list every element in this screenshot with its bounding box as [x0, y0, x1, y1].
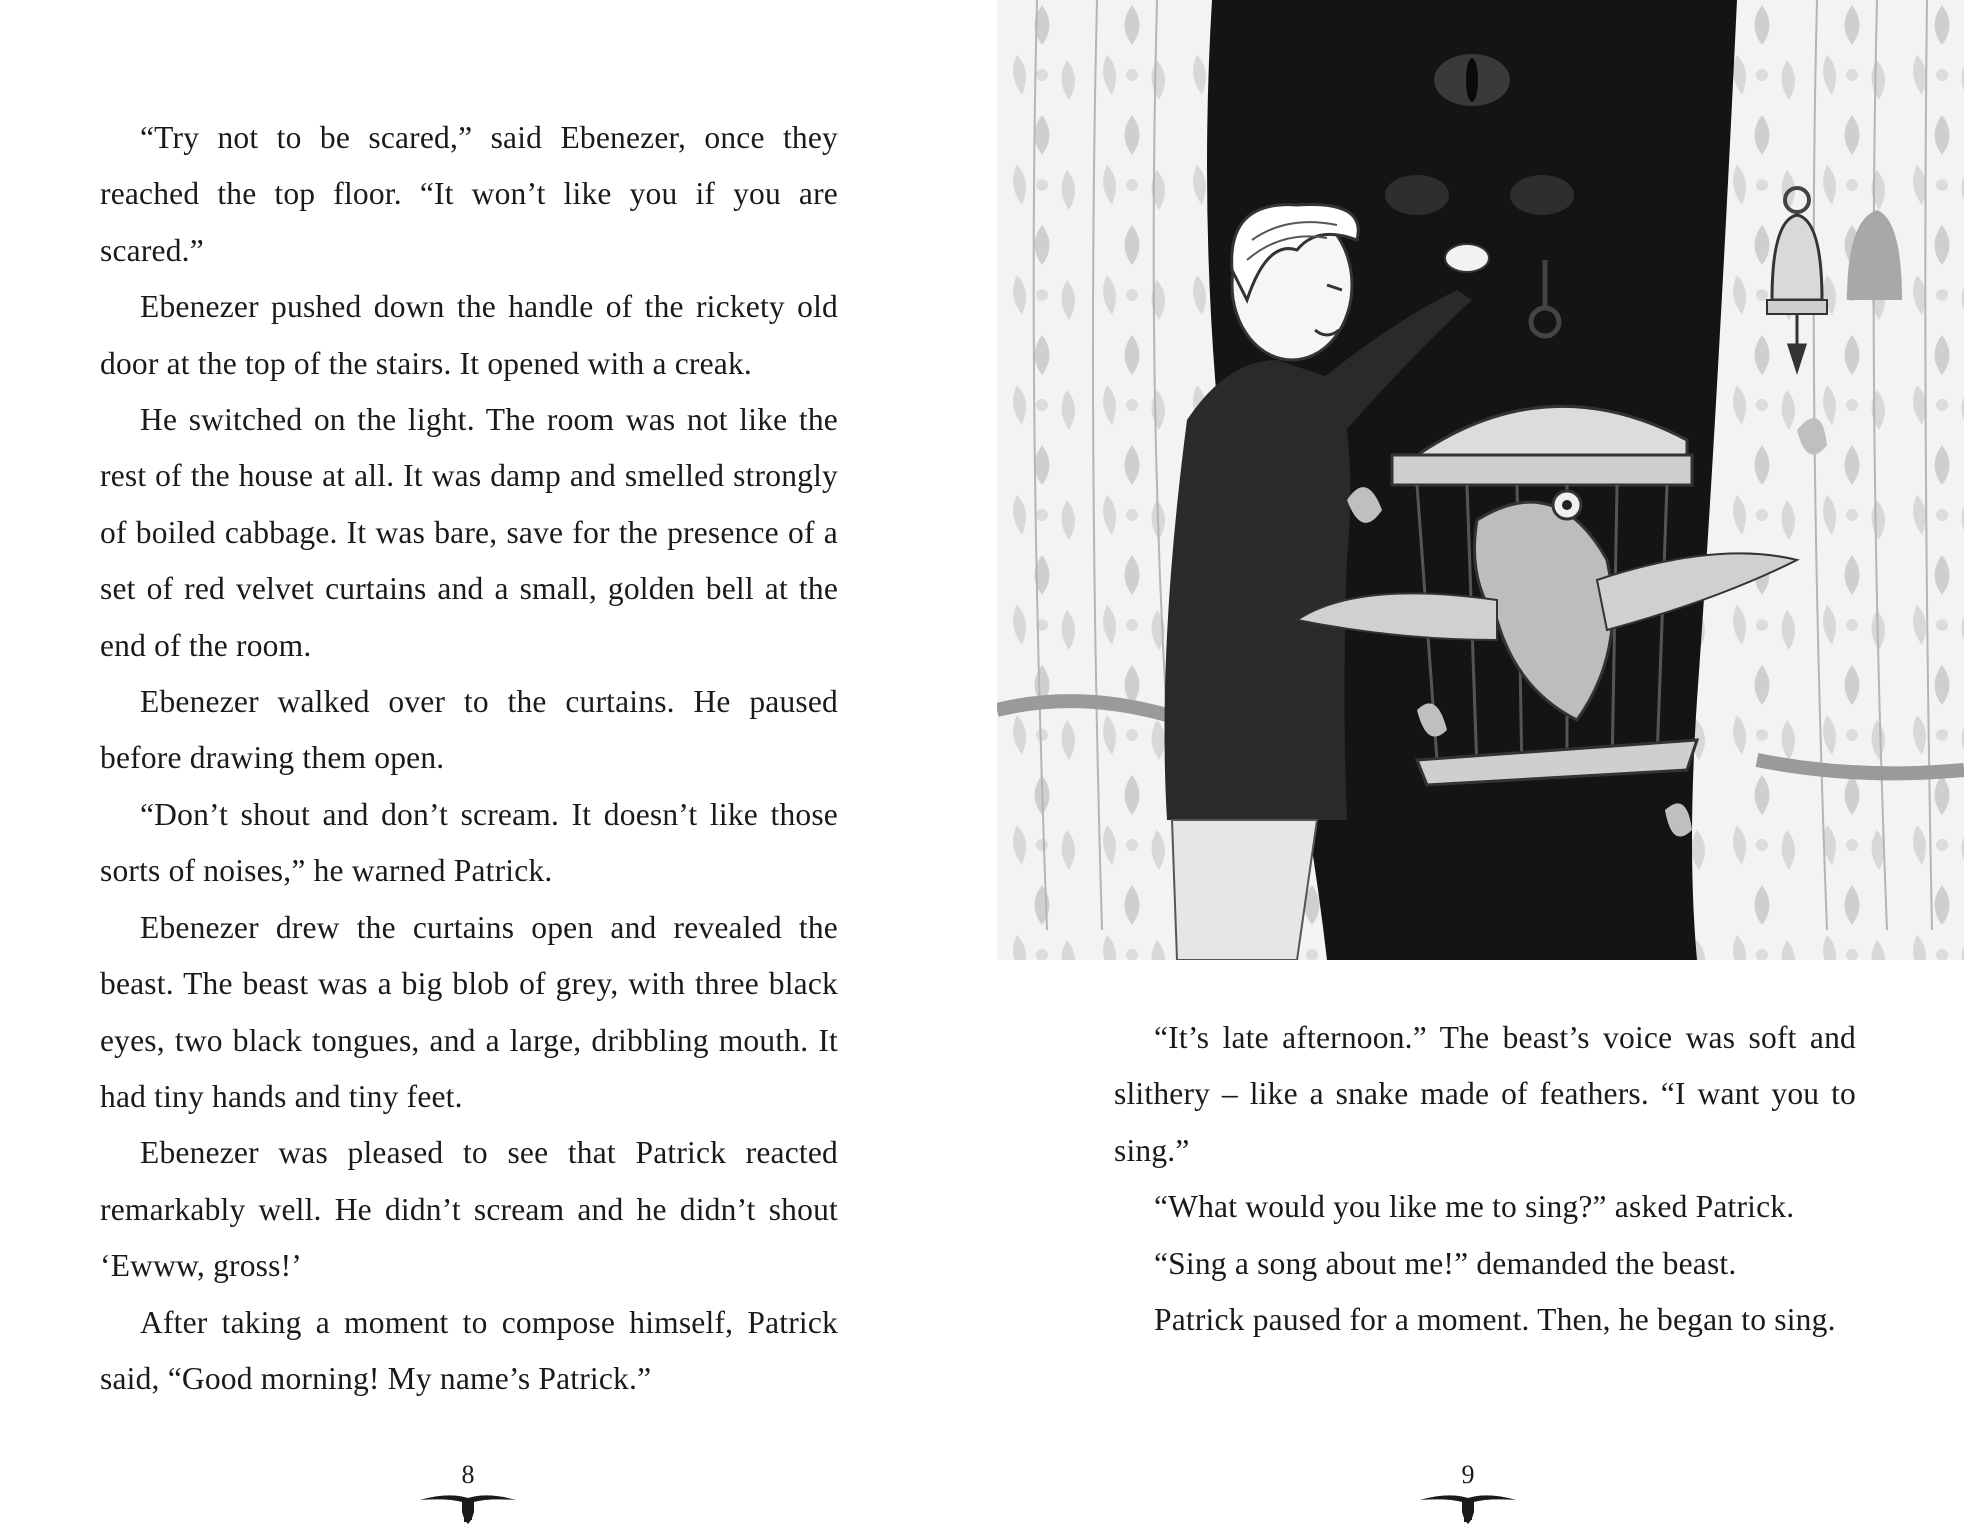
- paragraph: “It’s late afternoon.” The beast’s voice was soft and slithery – like a snake made of feathers. “I want you to sing.”: [1114, 1020, 1856, 1168]
- page-number: 9: [1461, 1460, 1475, 1489]
- paragraph: Patrick paused for a moment. Then, he began to sing.: [1154, 1302, 1836, 1338]
- left-page-text: [100, 110, 838, 1407]
- illustration-image: [997, 0, 1964, 960]
- paragraph: “Try not to be scared,” said Ebenezer, once they reached the top floor. “It won’t like you if you are scared.”: [100, 120, 838, 268]
- illustration-boy-with-birdcage: [997, 0, 1964, 960]
- paragraph: Ebenezer pushed down the handle of the rickety old door at the top of the stairs. It opened with a creak.: [100, 289, 838, 381]
- dripping-ornament-icon: [1418, 1490, 1518, 1524]
- paragraph: “Sing a song about me!” demanded the beast.: [1154, 1245, 1737, 1281]
- page-number: 8: [461, 1460, 475, 1489]
- page-number-right: [1408, 1460, 1528, 1526]
- right-page: [982, 0, 1964, 1526]
- paragraph: He switched on the light. The room was not like the rest of the house at all. It was damp and smelled strongly of boiled cabbage. It was bare, save for the presence of a set of red velvet curtains and a small, golden bell at the end of the room.: [100, 402, 838, 663]
- paragraph: “What would you like me to sing?” asked Patrick.: [1154, 1189, 1795, 1225]
- paragraph: Ebenezer walked over to the curtains. He paused before drawing them open.: [100, 684, 838, 776]
- right-page-text: [1114, 1010, 1856, 1348]
- paragraph: Ebenezer was pleased to see that Patrick reacted remarkably well. He didn’t scream and he didn’t shout ‘Ewww, gross!’: [100, 1135, 838, 1284]
- paragraph: Ebenezer drew the curtains open and revealed the beast. The beast was a big blob of grey, with three black eyes, two black tongues, and a large, dribbling mouth. It had tiny hands and tiny feet.: [100, 909, 838, 1114]
- dripping-ornament-icon: [418, 1490, 518, 1524]
- page-number-left: [408, 1460, 528, 1526]
- paragraph: “Don’t shout and don’t scream. It doesn’t like those sorts of noises,” he warned Patrick.: [100, 796, 838, 889]
- paragraph: After taking a moment to compose himself, Patrick said, “Good morning! My name’s Patrick.”: [100, 1304, 838, 1396]
